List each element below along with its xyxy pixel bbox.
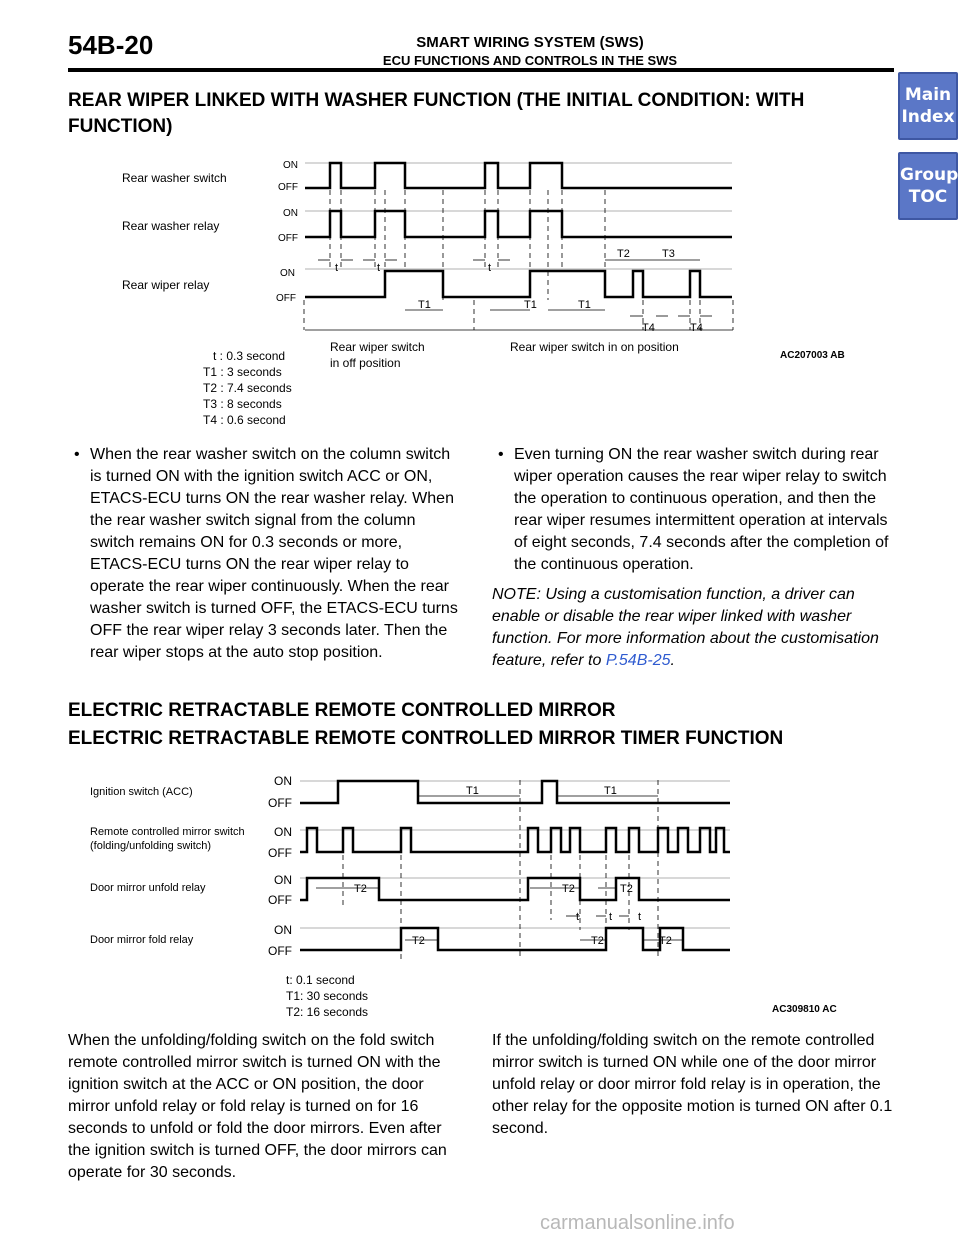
main-index-label-2: Index [901, 107, 955, 127]
note-end: . [670, 652, 675, 669]
off-position-label: Rear wiper switch [330, 340, 425, 354]
legend-line: t: 0.1 second [286, 973, 355, 987]
row-label-mirror-switch: Remote controlled mirror switch [90, 826, 245, 838]
dim-t: t [576, 911, 580, 923]
dim-t: t [488, 262, 492, 274]
mirror-switch-waveform [300, 828, 730, 852]
dim-t1: T1 [524, 299, 537, 311]
legend-line: T1: 30 seconds [286, 989, 369, 1003]
on-label: ON [280, 268, 295, 279]
legend-line: t : 0.3 second [213, 349, 286, 363]
dim-t1: T1 [466, 785, 479, 797]
header-rule [68, 68, 894, 72]
dim-t2: T2 [412, 935, 425, 947]
dim-t3: T3 [662, 248, 675, 260]
row-label-mirror-switch-sub: (folding/unfolding switch) [90, 840, 212, 852]
dim-t: t [609, 911, 613, 923]
legend-line: T2: 16 seconds [286, 1005, 369, 1019]
diagram-code: AC207003 AB [780, 350, 845, 361]
dim-t2: T2 [562, 883, 575, 895]
section-heading-rear-wiper: REAR WIPER LINKED WITH WASHER FUNCTION (THE INITIAL CONDITION: WITH FUNCTION) [68, 90, 805, 137]
dim-t2: T2 [591, 935, 604, 947]
on-label: ON [283, 208, 298, 219]
section1-left-column [68, 444, 464, 664]
dim-t: t [335, 262, 339, 274]
legend-line: T3 : 8 seconds [203, 397, 282, 411]
row-label-fold-relay: Door mirror fold relay [90, 934, 194, 946]
page-number: 54B-20 [68, 30, 154, 60]
section-heading-mirror-timer: ELECTRIC RETRACTABLE REMOTE CONTROLLED MIRROR TIMER FUNCTION [68, 728, 784, 749]
bullet-item: • When the rear washer switch on the column switch is turned ON with the ignition switch ACC or ON, ETACS-ECU turns ON the rear washer relay. When the rear washer switch signal from the column switch remains ON for 0.3 seconds or more, ETACS-ECU turns ON the rear wiper relay to operate the rear wiper continuously. When the rear washer switch is turned OFF, the ETACS-ECU turns OFF the rear wiper relay 3 seconds later. Then the rear wiper stops at the auto stop position. [68, 444, 464, 664]
legend-line: T4 : 0.6 second [203, 413, 286, 427]
on-position-label: Rear wiper switch in on position [510, 340, 679, 354]
mirror-timer-diagram [0, 760, 900, 1022]
group-toc-label-1: Group [900, 165, 959, 185]
off-label: OFF [278, 233, 298, 244]
on-label: ON [274, 825, 292, 839]
note-text: NOTE: Using a customisation function, a driver can enable or disable the rear wiper linked with washer function. For more information about the customisation feature, refer to [492, 586, 879, 669]
wiper-relay-waveform [305, 271, 732, 297]
off-label: OFF [268, 846, 292, 860]
legend-line: T1 : 3 seconds [203, 365, 282, 379]
dim-t2: T2 [620, 883, 633, 895]
group-toc-label-2: TOC [908, 187, 948, 207]
header-subtitle: ECU FUNCTIONS AND CONTROLS IN THE SWS [382, 53, 678, 68]
on-label: ON [283, 160, 298, 171]
on-label: ON [274, 873, 292, 887]
row-label-wiper-relay: Rear wiper relay [122, 278, 210, 292]
section3-right-column: If the unfolding/folding switch on the remote controlled mirror switch is turned ON while one of the door mirror unfold relay or door mirror fold relay is in operation, the other relay for the opposite motion is turned ON after 0.1 second. [492, 1032, 893, 1137]
legend-line: T2 : 7.4 seconds [203, 381, 292, 395]
on-label: ON [274, 923, 292, 937]
row-label-ignition: Ignition switch (ACC) [90, 786, 193, 798]
washer-relay-waveform [305, 211, 732, 237]
bullet-item: • Even turning ON the rear washer switch during rear wiper operation causes the rear wiper relay to switch the operation to continuous operation, and then the rear wiper resumes intermittent operation at intervals of eight seconds, 7.4 seconds after the completion of the continuous operation. [492, 444, 896, 576]
dim-t2: T2 [354, 883, 367, 895]
watermark: carmanualsonline.info [540, 1212, 735, 1234]
dim-t2: T2 [617, 248, 630, 260]
off-label: OFF [268, 796, 292, 810]
dim-t: t [377, 262, 381, 274]
main-index-label-1: Main [904, 85, 952, 105]
section1-right-column [492, 444, 896, 672]
group-toc-button[interactable] [898, 152, 958, 220]
dim-t1: T1 [604, 785, 617, 797]
row-label-washer-relay: Rear washer relay [122, 219, 220, 233]
dim-t1: T1 [418, 299, 431, 311]
ignition-waveform [300, 781, 730, 803]
off-position-label: in off position [330, 356, 401, 370]
page-link-54b-25[interactable]: P.54B-25 [605, 652, 671, 669]
row-label-washer-switch: Rear washer switch [122, 171, 227, 185]
section-heading-mirror: ELECTRIC RETRACTABLE REMOTE CONTROLLED MIRROR [68, 700, 616, 721]
section3-left-column: When the unfolding/folding switch on the fold switch remote controlled mirror switch is turned ON with the ignition switch at the ACC or ON position, the door mirror unfold relay or fold relay is turned on for 16 seconds to unfold or fold the door mirrors. Even after the ignition switch is turned OFF, the door mirrors can operate for 30 seconds. [68, 1032, 447, 1181]
rear-wiper-timing-diagram [0, 140, 900, 440]
off-label: OFF [278, 182, 298, 193]
dim-t4: T4 [690, 322, 703, 334]
dim-t4: T4 [642, 322, 655, 334]
diagram-code: AC309810 AC [772, 1004, 837, 1015]
off-label: OFF [268, 944, 292, 958]
dim-t2: T2 [659, 935, 672, 947]
off-label: OFF [268, 893, 292, 907]
washer-switch-waveform [305, 163, 732, 188]
row-label-unfold-relay: Door mirror unfold relay [90, 882, 206, 894]
on-label: ON [274, 774, 292, 788]
main-index-button[interactable] [898, 72, 958, 140]
off-label: OFF [276, 293, 296, 304]
dim-t: t [638, 911, 642, 923]
dim-t1: T1 [578, 299, 591, 311]
note [492, 584, 896, 672]
header-title: SMART WIRING SYSTEM (SWS) [416, 34, 644, 51]
